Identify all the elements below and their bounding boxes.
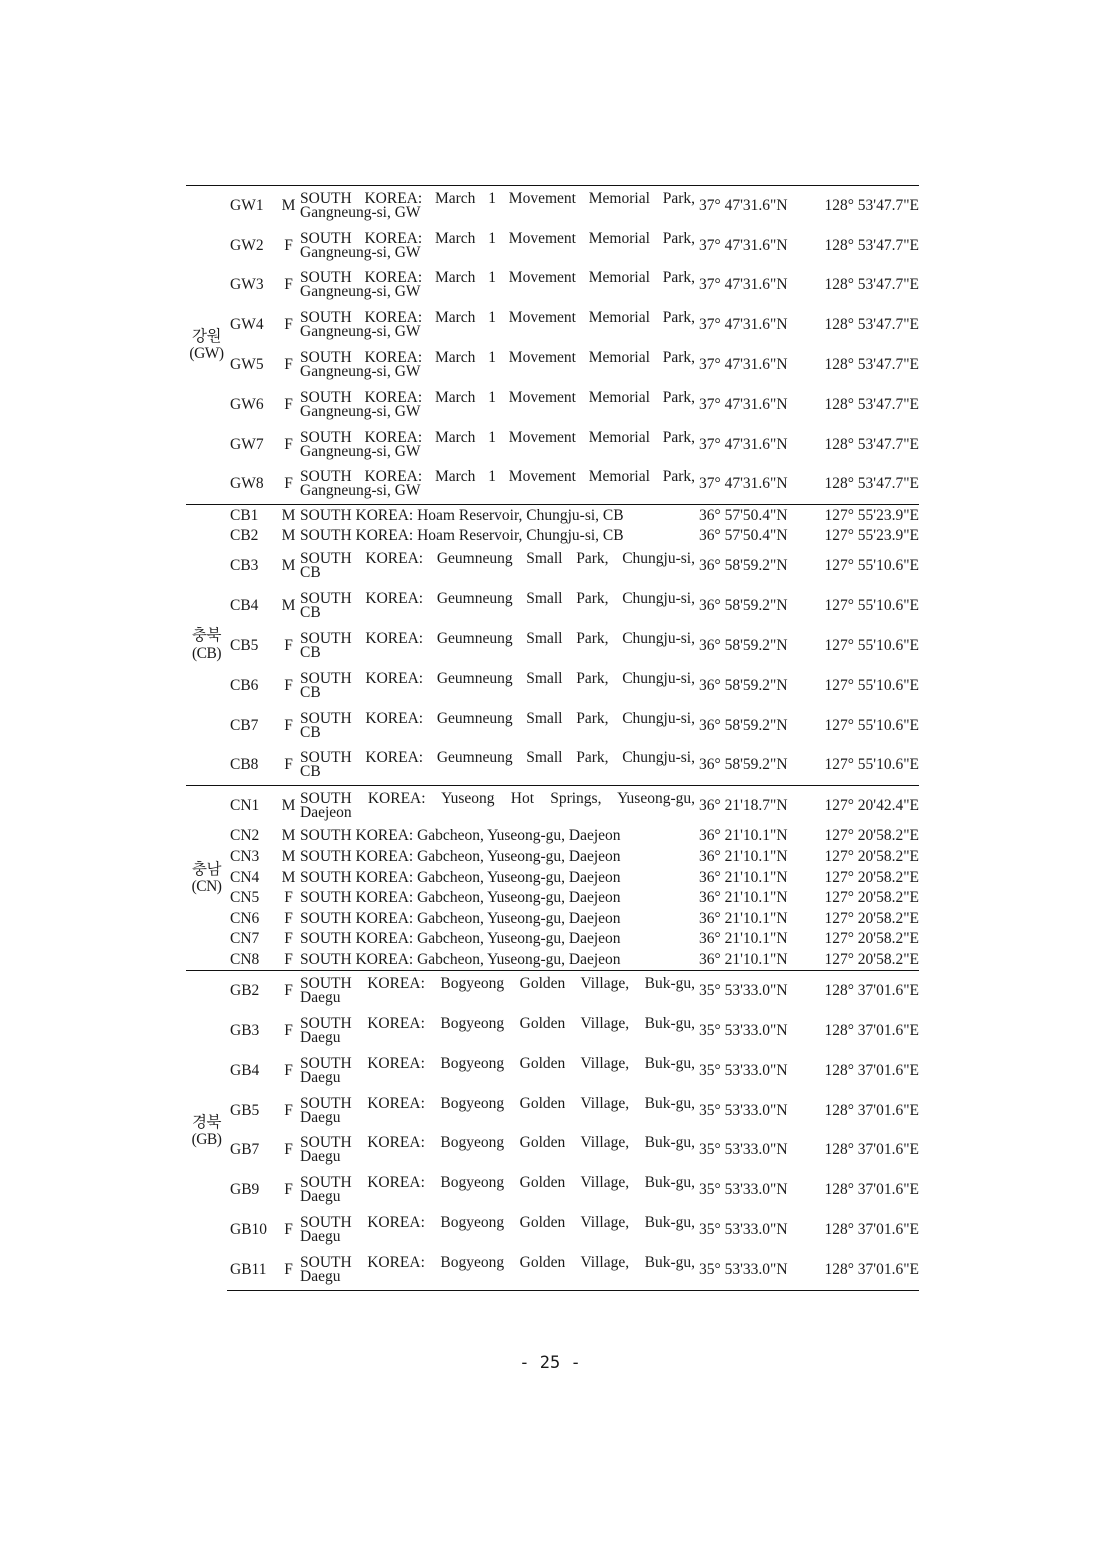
specimen-code: CB6	[230, 676, 259, 694]
specimen-code: GB2	[227, 971, 277, 1011]
specimen-code: GW8	[230, 475, 264, 493]
region-label	[186, 505, 227, 786]
latitude: 36° 21'18.7"N	[697, 786, 807, 826]
latitude: 36° 21'10.1"N	[699, 951, 788, 968]
longitude: 127° 20'58.2"E	[824, 848, 919, 866]
locality-line-2: Daejeon	[300, 804, 352, 822]
locality-line-1: SOUTH KOREA: Bogyeong Golden Village, Buk-gu,	[300, 1134, 695, 1152]
table-row	[186, 666, 919, 706]
latitude: 35° 53'33.0"N	[699, 1021, 788, 1039]
locality-line-1: SOUTH KOREA: Bogyeong Golden Village, Buk-gu,	[300, 1014, 695, 1032]
specimen-locality	[300, 1210, 697, 1250]
specimen-locality	[300, 786, 697, 826]
specimen-sex: F	[284, 475, 293, 493]
longitude: 127° 55'10.6"E	[824, 676, 919, 694]
specimen-code: CB8	[230, 756, 259, 774]
locality-line-1: SOUTH KOREA: Geumneung Small Park, Chungju-si,	[300, 749, 695, 767]
table-row	[186, 786, 919, 826]
region-label	[186, 971, 227, 1290]
specimen-sex: F	[284, 1220, 293, 1238]
locality-line-2: CB	[300, 604, 321, 622]
region-group	[186, 971, 919, 1290]
specimen-locality	[300, 425, 697, 465]
table-row	[186, 385, 919, 425]
specimen-locality	[300, 950, 697, 971]
specimen-code: GW3	[230, 276, 264, 294]
longitude: 127° 55'10.6"E	[824, 756, 919, 774]
latitude: 37° 47'31.6"N	[699, 395, 788, 413]
table-row	[186, 1091, 919, 1131]
specimen-locality	[300, 746, 697, 786]
locality-line-1: SOUTH KOREA: March 1 Movement Memorial Park,	[300, 269, 695, 287]
locality-line-2: Gangneung-si, GW	[300, 283, 421, 301]
latitude: 35° 53'33.0"N	[697, 971, 807, 1011]
latitude: 37° 47'31.6"N	[699, 435, 788, 453]
specimen-code: CN1	[227, 786, 277, 826]
region-code: (CN)	[191, 878, 222, 896]
region-korean: 충북	[192, 627, 221, 645]
locality-line-2: CB	[300, 564, 321, 582]
specimen-sex: M	[281, 527, 296, 545]
latitude: 35° 53'33.0"N	[697, 1250, 807, 1290]
locality-line-2: Gangneung-si, GW	[300, 442, 421, 460]
specimen-sex: F	[284, 356, 293, 374]
specimen-code: CN7	[230, 930, 260, 948]
table-row	[186, 909, 919, 930]
longitude: 127° 20'58.2"E	[824, 827, 919, 845]
longitude: 128° 37'01.6"E	[824, 1061, 919, 1079]
locality-line-1: SOUTH KOREA: Geumneung Small Park, Chungju-si,	[300, 669, 695, 687]
latitude: 36° 21'10.1"N	[699, 868, 788, 886]
table-row	[186, 305, 919, 345]
locality-line-2: Gangneung-si, GW	[300, 363, 421, 381]
locality-line-1: SOUTH KOREA: March 1 Movement Memorial Park,	[300, 229, 695, 247]
longitude: 128° 53'47.7"E	[824, 356, 919, 374]
locality-line-2: CB	[300, 644, 321, 662]
specimen-code: GW7	[230, 435, 264, 453]
specimen-locality	[300, 867, 697, 888]
locality-line-2: Daegu	[300, 1227, 341, 1245]
table-row	[186, 626, 919, 666]
specimen-sex: F	[284, 236, 293, 254]
latitude: 36° 58'59.2"N	[699, 756, 788, 774]
specimen-code: GW6	[230, 395, 264, 413]
latitude: 36° 57'50.4"N	[699, 527, 788, 545]
locality-line-1: SOUTH KOREA: Gabcheon, Yuseong-gu, Daejeon	[300, 889, 621, 907]
longitude: 128° 37'01.6"E	[807, 971, 919, 1011]
specimen-locality	[300, 385, 697, 425]
region-group	[186, 186, 919, 505]
specimen-sex: M	[281, 557, 296, 575]
longitude: 127° 20'58.2"E	[824, 930, 919, 948]
specimen-locality	[300, 586, 697, 626]
longitude: 127° 20'58.2"E	[824, 868, 919, 886]
specimen-code: CB1	[227, 505, 277, 526]
specimen-locality	[300, 1130, 697, 1170]
specimen-sex: M	[277, 505, 300, 526]
specimen-locality	[300, 706, 697, 746]
latitude: 35° 53'33.0"N	[699, 1141, 788, 1159]
table-row	[186, 1170, 919, 1210]
specimen-sex: M	[281, 597, 296, 615]
latitude: 36° 21'10.1"N	[699, 848, 788, 866]
table-row	[186, 586, 919, 626]
longitude: 128° 37'01.6"E	[824, 1181, 919, 1199]
specimen-sex: F	[284, 716, 293, 734]
specimen-code: CN6	[230, 909, 260, 927]
specimen-code: GB3	[230, 1021, 260, 1039]
specimen-sex: F	[284, 676, 293, 694]
table-row	[186, 706, 919, 746]
longitude: 128° 53'47.7"E	[824, 395, 919, 413]
specimen-sex: F	[284, 909, 293, 927]
latitude: 35° 53'33.0"N	[699, 1181, 788, 1199]
specimen-sex: M	[281, 868, 296, 886]
specimen-code: CB2	[230, 527, 259, 545]
latitude: 36° 21'10.1"N	[699, 909, 788, 927]
latitude: 35° 53'33.0"N	[699, 1061, 788, 1079]
specimen-sex: M	[281, 827, 296, 845]
table-row	[186, 1210, 919, 1250]
locality-line-1: SOUTH KOREA: Geumneung Small Park, Chungju-si,	[300, 590, 695, 608]
latitude: 37° 47'31.6"N	[699, 276, 788, 294]
locality-line-2: Daegu	[300, 1108, 341, 1126]
locality-line-1: SOUTH KOREA: Hoam Reservoir, Chungju-si, CB	[300, 527, 624, 545]
longitude: 128° 53'47.7"E	[824, 475, 919, 493]
specimen-code: GB10	[230, 1220, 268, 1238]
locality-line-1: SOUTH KOREA: Hoam Reservoir, Chungju-si, CB	[300, 506, 624, 524]
latitude: 35° 53'33.0"N	[699, 1101, 788, 1119]
specimen-code: CN8	[230, 951, 260, 968]
table-row	[186, 547, 919, 587]
specimen-code: CB4	[230, 597, 259, 615]
locality-line-1: SOUTH KOREA: March 1 Movement Memorial Park,	[300, 309, 695, 327]
latitude: 36° 21'10.1"N	[699, 889, 788, 907]
locality-line-1: SOUTH KOREA: Gabcheon, Yuseong-gu, Daejeon	[300, 909, 621, 927]
locality-line-1: SOUTH KOREA: March 1 Movement Memorial Park,	[300, 428, 695, 446]
longitude: 128° 53'47.7"E	[824, 316, 919, 334]
table-row	[186, 526, 919, 547]
specimen-locality	[300, 526, 697, 547]
locality-line-2: Daegu	[300, 1068, 341, 1086]
table-row	[186, 1051, 919, 1091]
specimen-code: CB3	[230, 557, 259, 575]
specimen-locality	[300, 186, 697, 226]
longitude: 127° 20'58.2"E	[824, 889, 919, 907]
locality-line-2: Gangneung-si, GW	[300, 323, 421, 341]
locality-line-2: Daegu	[300, 1188, 341, 1206]
locality-line-2: CB	[300, 763, 321, 781]
specimen-code: GW4	[230, 316, 264, 334]
locality-line-2: Daegu	[300, 1267, 341, 1285]
latitude: 37° 47'31.6"N	[699, 316, 788, 334]
locality-line-1: SOUTH KOREA: Bogyeong Golden Village, Buk-gu,	[300, 1253, 695, 1271]
longitude: 128° 53'47.7"E	[824, 236, 919, 254]
region-code: (GW)	[189, 345, 224, 363]
locality-line-1: SOUTH KOREA: Geumneung Small Park, Chungju-si,	[300, 709, 695, 727]
latitude: 37° 47'31.6"N	[697, 186, 807, 226]
specimen-sex: F	[284, 1181, 293, 1199]
specimen-sex: F	[284, 889, 293, 907]
specimen-code: GW1	[227, 186, 277, 226]
longitude: 127° 55'10.6"E	[824, 716, 919, 734]
table-row	[186, 826, 919, 847]
specimen-sex: M	[281, 848, 296, 866]
locality-line-1: SOUTH KOREA: Gabcheon, Yuseong-gu, Daejeon	[300, 868, 621, 886]
longitude: 128° 37'01.6"E	[824, 1101, 919, 1119]
specimen-code: GB4	[230, 1061, 260, 1079]
specimen-locality	[300, 666, 697, 706]
table-row	[186, 266, 919, 306]
locality-line-1: SOUTH KOREA: Bogyeong Golden Village, Buk-gu,	[300, 975, 695, 993]
region-code: (GB)	[191, 1130, 222, 1148]
table-row	[186, 345, 919, 385]
locality-line-1: SOUTH KOREA: Gabcheon, Yuseong-gu, Daejeon	[300, 930, 621, 948]
specimen-code: CN5	[230, 889, 260, 907]
latitude: 37° 47'31.6"N	[699, 356, 788, 374]
specimen-sex: F	[284, 316, 293, 334]
latitude: 36° 21'10.1"N	[699, 827, 788, 845]
table-row	[186, 465, 919, 505]
specimen-locality	[300, 1250, 697, 1290]
region-korean: 경북	[192, 1113, 221, 1131]
table-row	[186, 888, 919, 909]
locality-line-1: SOUTH KOREA: Gabcheon, Yuseong-gu, Daejeon	[300, 951, 621, 968]
table-row	[186, 950, 919, 971]
specimen-locality	[300, 547, 697, 587]
table-row	[186, 505, 919, 526]
longitude: 127° 55'10.6"E	[824, 597, 919, 615]
region-label	[186, 186, 227, 505]
locality-line-2: CB	[300, 683, 321, 701]
locality-line-1: SOUTH KOREA: Bogyeong Golden Village, Buk-gu,	[300, 1213, 695, 1231]
table-row	[186, 929, 919, 950]
latitude: 36° 58'59.2"N	[699, 597, 788, 615]
longitude: 127° 20'42.4"E	[807, 786, 919, 826]
table-row	[186, 847, 919, 868]
longitude: 127° 55'23.9"E	[824, 527, 919, 545]
locality-line-1: SOUTH KOREA: March 1 Movement Memorial Park,	[300, 349, 695, 367]
specimen-sex: F	[284, 1061, 293, 1079]
locality-line-1: SOUTH KOREA: March 1 Movement Memorial Park,	[300, 388, 695, 406]
specimen-sex: F	[284, 637, 293, 655]
locality-line-1: SOUTH KOREA: March 1 Movement Memorial Park,	[300, 468, 695, 486]
specimen-sex: F	[284, 435, 293, 453]
specimen-locality	[300, 465, 697, 505]
locality-line-1: SOUTH KOREA: Geumneung Small Park, Chungju-si,	[300, 550, 695, 568]
specimen-code: GB5	[230, 1101, 260, 1119]
locality-line-2: Gangneung-si, GW	[300, 243, 421, 261]
table-row	[186, 1011, 919, 1051]
region-group	[186, 786, 919, 971]
longitude: 127° 20'58.2"E	[824, 909, 919, 927]
specimen-code: CN3	[230, 848, 260, 866]
locality-line-1: SOUTH KOREA: March 1 Movement Memorial Park,	[300, 189, 695, 207]
specimen-code: GW2	[230, 236, 264, 254]
longitude: 128° 37'01.6"E	[807, 1250, 919, 1290]
latitude: 36° 58'59.2"N	[699, 637, 788, 655]
locality-line-2: Daegu	[300, 989, 341, 1007]
table-row	[186, 746, 919, 786]
region-korean: 강원	[192, 328, 221, 346]
specimen-sex: F	[277, 1250, 300, 1290]
region-code: (CB)	[192, 645, 221, 663]
locality-line-1: SOUTH KOREA: Bogyeong Golden Village, Buk-gu,	[300, 1174, 695, 1192]
longitude: 127° 55'10.6"E	[824, 637, 919, 655]
locality-line-1: SOUTH KOREA: Gabcheon, Yuseong-gu, Daejeon	[300, 827, 621, 845]
latitude: 36° 57'50.4"N	[697, 505, 807, 526]
specimen-sex: F	[277, 971, 300, 1011]
latitude: 37° 47'31.6"N	[699, 236, 788, 254]
locality-line-1: SOUTH KOREA: Gabcheon, Yuseong-gu, Daejeon	[300, 848, 621, 866]
specimen-code: CN2	[230, 827, 260, 845]
locality-line-1: SOUTH KOREA: Bogyeong Golden Village, Buk-gu,	[300, 1094, 695, 1112]
locality-line-2: Gangneung-si, GW	[300, 402, 421, 420]
specimen-locality	[300, 826, 697, 847]
specimen-locality	[300, 305, 697, 345]
specimen-code: CB7	[230, 716, 259, 734]
specimen-code: CB5	[230, 637, 259, 655]
specimen-code: GB9	[230, 1181, 260, 1199]
specimen-locality	[300, 1170, 697, 1210]
table-row	[186, 425, 919, 465]
specimen-sex: F	[284, 1101, 293, 1119]
locality-line-2: Gangneung-si, GW	[300, 482, 421, 500]
latitude: 37° 47'31.6"N	[699, 475, 788, 493]
page-number: - 25 -	[519, 1353, 581, 1373]
specimen-sex: F	[284, 276, 293, 294]
latitude: 36° 58'59.2"N	[699, 676, 788, 694]
specimen-locality	[300, 971, 697, 1011]
specimen-table	[186, 185, 919, 1291]
longitude: 127° 20'58.2"E	[824, 951, 919, 968]
region-label	[186, 786, 227, 971]
table-row	[186, 1130, 919, 1170]
longitude: 128° 37'01.6"E	[824, 1220, 919, 1238]
specimen-sex: F	[284, 1141, 293, 1159]
locality-line-2: Daegu	[300, 1028, 341, 1046]
specimen-locality	[300, 266, 697, 306]
specimen-locality	[300, 345, 697, 385]
locality-line-1: SOUTH KOREA: Geumneung Small Park, Chungju-si,	[300, 630, 695, 648]
table-row	[186, 186, 919, 226]
specimen-sex: F	[284, 930, 293, 948]
specimen-sex: M	[277, 186, 300, 226]
specimen-locality	[300, 888, 697, 909]
locality-line-2: CB	[300, 723, 321, 741]
specimen-code: GB7	[230, 1141, 260, 1159]
specimen-code: GB11	[227, 1250, 277, 1290]
specimen-locality	[300, 909, 697, 930]
specimen-sex: M	[277, 786, 300, 826]
specimen-locality	[300, 929, 697, 950]
specimen-locality	[300, 1011, 697, 1051]
locality-line-1: SOUTH KOREA: Bogyeong Golden Village, Buk-gu,	[300, 1054, 695, 1072]
specimen-code: GW5	[230, 356, 264, 374]
locality-line-2: Daegu	[300, 1148, 341, 1166]
table-row	[186, 226, 919, 266]
longitude: 128° 53'47.7"E	[807, 186, 919, 226]
specimen-sex: F	[284, 756, 293, 774]
longitude: 127° 55'10.6"E	[824, 557, 919, 575]
table-row	[186, 867, 919, 888]
region-korean: 충남	[192, 861, 221, 879]
longitude: 128° 53'47.7"E	[824, 276, 919, 294]
latitude: 35° 53'33.0"N	[699, 1220, 788, 1238]
table-row	[186, 971, 919, 1011]
longitude: 127° 55'23.9"E	[807, 505, 919, 526]
latitude: 36° 58'59.2"N	[699, 716, 788, 734]
latitude: 36° 21'10.1"N	[699, 930, 788, 948]
specimen-sex: F	[284, 951, 293, 968]
specimen-sex: F	[284, 395, 293, 413]
specimen-code: CN4	[230, 868, 260, 886]
latitude: 36° 58'59.2"N	[699, 557, 788, 575]
table-row	[186, 1250, 919, 1290]
locality-line-1: SOUTH KOREA: Yuseong Hot Springs, Yuseong-gu,	[300, 790, 695, 808]
specimen-locality	[300, 847, 697, 868]
longitude: 128° 37'01.6"E	[824, 1141, 919, 1159]
longitude: 128° 37'01.6"E	[824, 1021, 919, 1039]
specimen-locality	[300, 1091, 697, 1131]
specimen-locality	[300, 505, 697, 526]
specimen-sex: F	[284, 1021, 293, 1039]
region-group	[186, 505, 919, 786]
specimen-locality	[300, 626, 697, 666]
specimen-locality	[300, 1051, 697, 1091]
longitude: 128° 53'47.7"E	[824, 435, 919, 453]
locality-line-2: Gangneung-si, GW	[300, 203, 421, 221]
specimen-locality	[300, 226, 697, 266]
